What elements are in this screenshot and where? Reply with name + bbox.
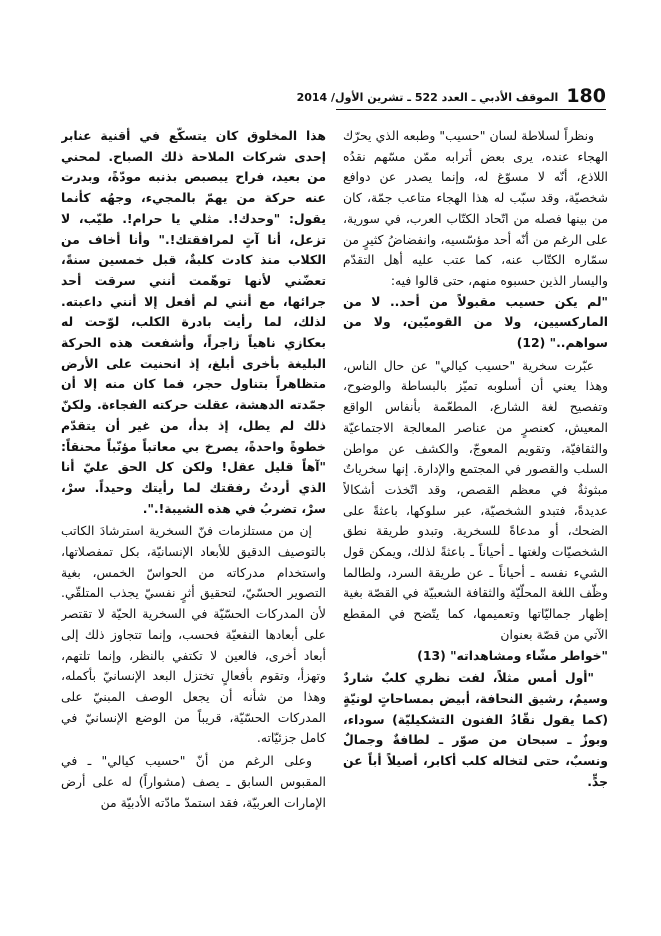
paragraph: عبّرت سخرية "حسيب كيالي" عن حال الناس، وهذا يعني أن أسلوبه تميّز بالبساطة والوضوح، وتفصيح لغة الشارع، المطعّمة بأنفاس الواقع المعيش، كعنصرٍ من عناصر المعالجة الاجتماعيّة والثقافيّة، وتقويم المعوجّ، والكشف عن مواطن السلب والقصور في المجتمع والإدارة. إنها سخرياتٌ مبثوثةٌ في معظم القصص، وقد اتّخذت أشكالاً عديدةً، فتبدو الشخصيّة، عبر سلوكها، باعثةً على الضحك، أو مدعاةً للسخرية. وتبدو طريقة نطق الشخصيّات ولغتها ـ أحياناً ـ باعثةً لذلك، ويمكن قول الشيء نفسه ـ أحياناً ـ عن طريقة السرد، ولطالما وظّف اللغة المحلّيّة والثقافة الشعبيّة في القصّة بغية إظهار جماليّاتها وتعميمها، كما يتّضح في المقطع الآتي من قصّة بعنوان <box>343 357 608 642</box>
header-rule <box>336 109 606 110</box>
right-column <box>343 126 608 906</box>
page-number: 180 <box>566 85 606 107</box>
quote: هذا المخلوق كان يتسكّع في أقنية عنابر إحدى شركات الملاحة ذلك الصباح. لمحني من بعيد، فراح يبصبص بذنبه مودّةً، وبدرت عنه حركة من يهمّ بالمجيء، وجهُه كأنما يقول: "وحدك!. مثلي يا حرام!. طيّب، لا تزعل، أنا آتٍ لمرافقتك!." وأنا أخاف من الكلاب منذ كادت كلبةٌ، قبل خمسين سنةً، تعضّني لأنها توهّمت أنني سرقت أحد جرائها، مع أنني لم أفعل إلا أنني داعبته. لذلك، لما رأيت بادرة الكلب، لوّحت له بعكازي ناهياً زاجراً، وأشفعت هذه الحركة البليغة بأخرى أبلغ، إذ انحنيت على الأرض متظاهراً بتناول حجر، فما كان منه إلا أن جمّدته الدهشة، عقلت حركته الفجاءة. ولكنّ ذلك لم يطل، إذ بدأ، من غير أن يتقدّم خطوةً واحدةً، يصرخ بي معاتباً مؤنّباً محنقاً: "آهاً قليل عقل! ولكن كل الحق عليّ أنا الذي أردتُ رفقتك لما رأيتك وحيداً. سرْ، سرْ، تضربُ في هذه الشيبة!.". <box>61 128 326 516</box>
page-header <box>296 80 606 108</box>
running-head: الموقف الأدبي ـ العدد 522 ـ تشرين الأول/ 2014 <box>296 91 559 104</box>
story-title: "خواطر مشّاء ومشاهداته" (13) <box>417 647 608 663</box>
quote: "لم يكن حسيب مقبولاً من أحد.. لا من الماركسيين، ولا من القوميّين، ولا من سواهم.." (12) <box>343 293 608 351</box>
left-column <box>61 126 326 936</box>
paragraph: ونظراً لسلاطة لسان "حسيب" وطبعه الذي يحرّك الهجاء عنده، يرى بعض أترابه ممّن مسّهم نقدُه اللاذع، أنّه لا مسوّغ له، وإنما يصدر عن دوافع شخصيّة، وقد سبّب له هذا الهجاء متاعب جمّة، كان من بينها فصله من اتّحاد الكتّاب العرب، في سورية، على الرغم من أنّه أحد مؤسّسيه، وانفضاضُ كثيرٍ من سمّاره الكتّاب عنه، كما عتب عليه أهل التقدّم واليسار الذين حسبوه منهم، حتى قالوا فيه: <box>343 128 608 288</box>
paragraph: إن من مستلزمات فنّ السخرية استرشادَ الكاتب بالتوصيف الدقيق للأبعاد الإنسانيّة، بكل تمفصلاتها، واستخدام مدركاته من الحواسّ الخمس، بغية التصوير الحسّيّ، لتحقيق أثرٍ نفسيّ يجذب المتلقّي. لأن المدركات الحسّيّة في السخرية الحيّة لا تقتصر على أبعادها النفعيّة فحسب، وإنما تتجاوز ذلك إلى أبعاد أخرى، فالعين لا تكتفي بالنظر، وإنما تلتهم، وتهزأ، وتقوم بأفعالٍ تختزل البعد الإنسانيّ بأكمله، وهذا من شأنه أن يجعل الوصف المبنيّ على المدركات الحسّيّة، قريباً من الوضع الإنسانيّ في كامل جزئيّاته. <box>61 523 326 746</box>
quote: "أول أمس مثلاً، لفت نظري كلبٌ شاردٌ وسيمٌ، رشيق النحافة، أبيض بمساحاتٍ لونيّةٍ (كما يقول نقّادُ الفنون التشكيليّة) سوداء، وبوزٌ ـ سبحان من صوّر ـ لطافةٌ وجمالٌ ونسبٌ، حتى لتخاله كلب أكابر، أصيلاً أباً عن جدٍّ. <box>343 670 608 789</box>
paragraph: وعلى الرغم من أنّ "حسيب كيالي" ـ في المقبوس السابق ـ يصف (مشواراً) له على أرض الإمارات العربيّة، فقد استمدّ مادّته الأدبيّة من <box>61 753 326 810</box>
